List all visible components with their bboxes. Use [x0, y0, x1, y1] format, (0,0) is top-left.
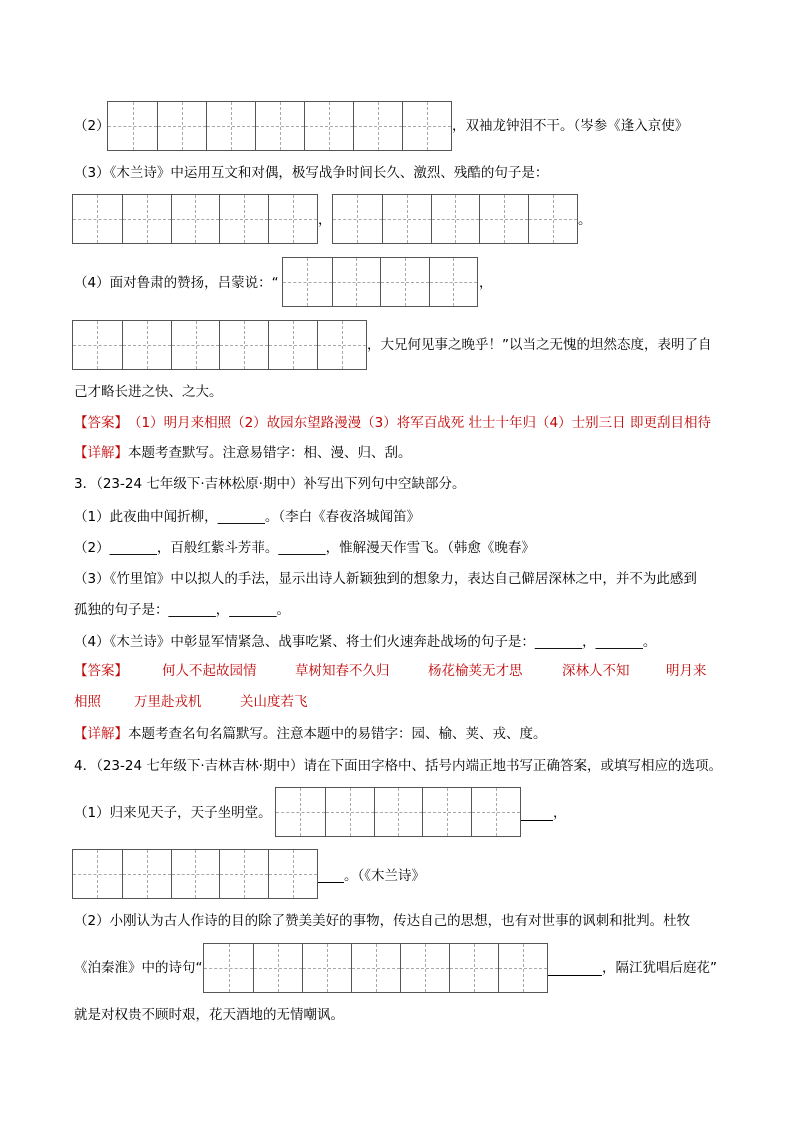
q4-line-2a: （2）小刚认为古人作诗的目的除了赞美美好的事物，传达自己的思想，也有对世事的讽刺和批判。杜牧	[74, 913, 691, 929]
writing-grid[interactable]	[72, 194, 318, 244]
detail-tag: 【详解】	[74, 445, 128, 461]
item-2-tail: ，双袖龙钟泪不干。（岑参《逢入京使》	[452, 118, 689, 134]
question-4-heading: 4．（23-24 七年级下·吉林吉林·期中）请在下面田字格中、括号内端正地书写正确答案，或填写相应的选项。	[74, 758, 722, 774]
q3-line-2: （2）_______，百般红紫斗芳菲。_______，惟解漫天作雪飞。（韩愈《晚春》	[74, 540, 535, 556]
q3-line-3b: 孤独的句子是：_______，_______。	[74, 602, 290, 618]
q3-line-3a: （3）《竹里馆》中以拟人的手法，显示出诗人新颖独到的想象力，表达自己僻居深林之中，并不为此感到	[74, 571, 697, 587]
blank-line[interactable]	[521, 820, 553, 821]
q4-line-1-comma: ，	[553, 805, 567, 821]
writing-grid[interactable]	[332, 194, 578, 244]
detail-tag: 【详解】	[74, 726, 128, 742]
item-4-text: （4）面对鲁肃的赞扬，吕蒙说：“	[74, 275, 279, 291]
q3-line-1: （1）此夜曲中闻折柳，_______。（李白《春夜洛城闻笛》	[74, 509, 421, 525]
blank-line[interactable]	[318, 882, 344, 883]
item-2-label: （2）	[74, 118, 110, 134]
answer-tag: 【答案】	[74, 663, 128, 679]
item-3-comma: ，	[318, 212, 332, 228]
q3-answer-5a: 明月来	[666, 663, 707, 679]
item-4-tail: ，大兄何见事之晚乎！”以当之无愧的坦然态度，表明了自	[367, 337, 712, 353]
q3-answer-7: 关山度若飞	[240, 694, 308, 710]
q3-answer-3: 杨花榆荚无才思	[428, 663, 523, 679]
writing-grid[interactable]	[72, 320, 367, 370]
q4-line-2c: 就是对权贵不顾时艰，花天酒地的无情嘲讽。	[74, 1007, 344, 1023]
writing-grid[interactable]	[107, 101, 452, 151]
detail-text: 本题考查名句名篇默写。注意本题中的易错字：园、榆、荚、戎、度。	[128, 726, 547, 742]
q4-line-1-end: 。（《木兰诗》	[344, 868, 425, 884]
answer-text: （1）明月来相照（2）故园东望路漫漫（3）将军百战死 壮士十年归（4）士别三日 即更刮目相待	[128, 415, 711, 431]
q4-line-1: （1）归来见天子，天子坐明堂。	[74, 805, 272, 821]
blank-line[interactable]	[548, 975, 602, 976]
q3-answer-6: 万里赴戎机	[134, 694, 202, 710]
answer-tag: 【答案】	[74, 415, 128, 431]
item-3-text: （3）《木兰诗》中运用互文和对偶，极写战争时间长久、激烈、残酷的句子是：	[74, 165, 549, 181]
item-3-end: 。	[578, 212, 592, 228]
writing-grid[interactable]	[282, 257, 478, 307]
writing-grid[interactable]	[203, 943, 548, 993]
writing-grid[interactable]	[72, 849, 318, 899]
question-3-heading: 3．（23-24 七年级下·吉林松原·期中）补写出下列句中空缺部分。	[74, 476, 466, 492]
item-4-comma: ，	[479, 275, 493, 291]
q3-answer-2: 草树知春不久归	[295, 663, 390, 679]
item-4-cont: 己才略长进之快、之大。	[74, 384, 223, 400]
q3-answer-5b: 相照	[74, 694, 101, 710]
writing-grid[interactable]	[275, 787, 521, 837]
q3-answer-4: 深林人不知	[562, 663, 630, 679]
q4-line-2b-tail: ，隔江犹唱后庭花”	[602, 960, 717, 976]
q3-line-4: （4）《木兰诗》中彰显军情紧急、战事吃紧、将士们火速奔赴战场的句子是：_______，_______。	[74, 634, 657, 650]
detail-text: 本题考查默写。注意易错字：相、漫、归、刮。	[128, 445, 412, 461]
q4-line-2b: 《泊秦淮》中的诗句“	[74, 960, 203, 976]
q3-answer-1: 何人不起故园情	[162, 663, 257, 679]
